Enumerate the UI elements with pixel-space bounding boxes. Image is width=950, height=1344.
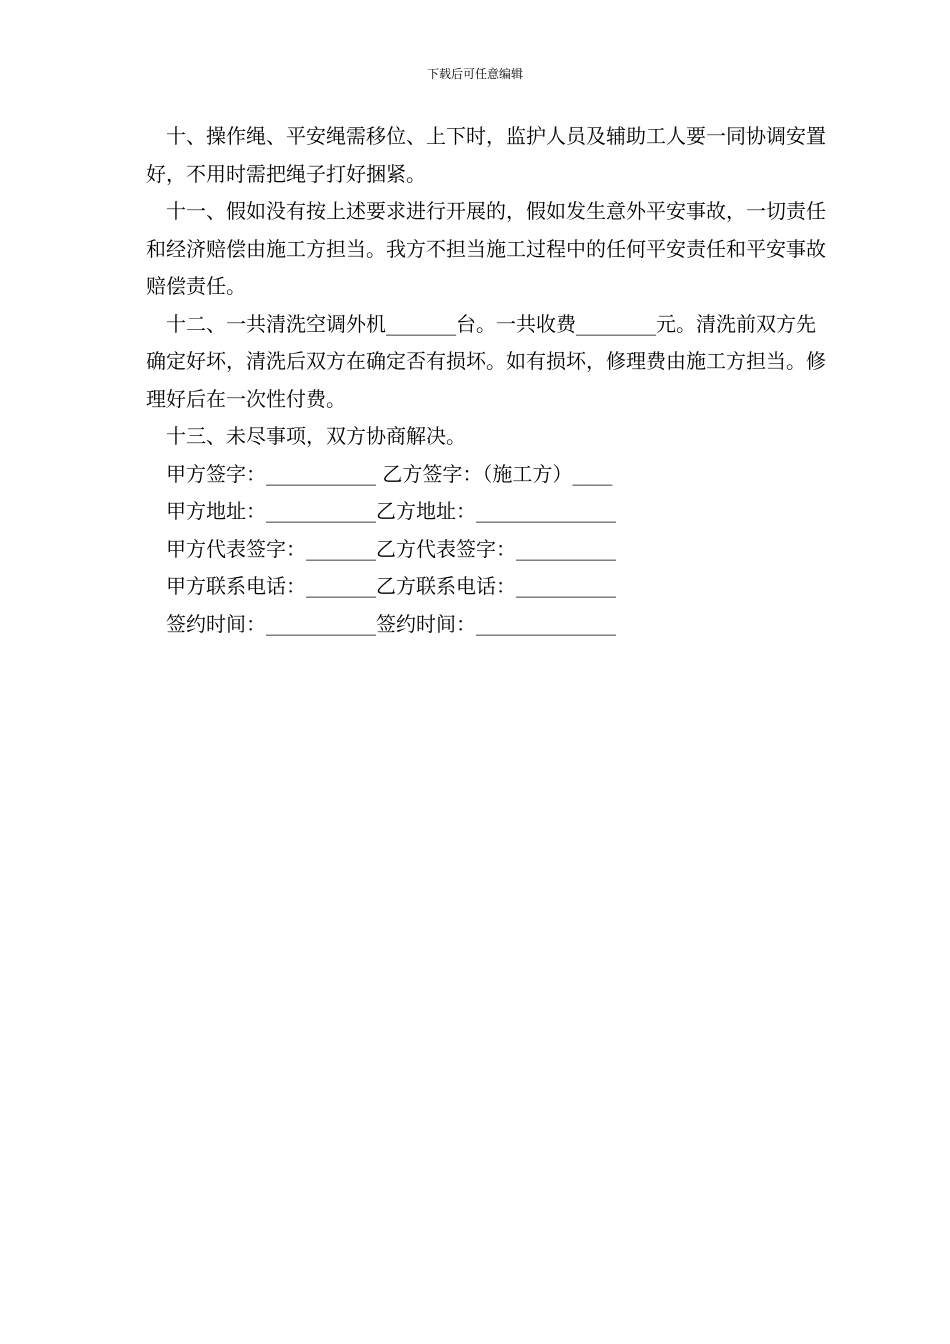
signature-row-date: 签约时间：___________签约时间：______________	[166, 611, 616, 636]
clause-13: 十三、未尽事项，双方协商解决。	[166, 424, 466, 448]
signature-row-address: 甲方地址：___________乙方地址：______________	[166, 499, 616, 523]
signature-row-phone: 甲方联系电话：_______乙方联系电话：__________	[166, 574, 616, 598]
signature-row-representative: 甲方代表签字：_______乙方代表签字：__________	[166, 536, 616, 561]
document-body	[146, 118, 826, 643]
clause-11: 十一、假如没有按上述要求进行开展的，假如发生意外平安事故，一切责任和经济赔偿由施工方担当。我方不担当施工过程中的任何平安责任和平安事故赔偿责任。	[146, 199, 826, 298]
clause-10: 十、操作绳、平安绳需移位、上下时，监护人员及辅助工人要一同协调安置好，不用时需把绳子打好捆紧。	[146, 124, 826, 186]
clause-12: 十二、一共清洗空调外机_______台。一共收费________元。清洗前双方先确定好坏，清洗后双方在确定否有损坏。如有损坏，修理费由施工方担当。修理好后在一次性付费。	[146, 311, 826, 411]
page-header: 下载后可任意编辑	[426, 67, 523, 81]
signature-row-names: 甲方签字：___________ 乙方签字：（施工方）____	[166, 461, 613, 486]
signature-block	[146, 456, 826, 644]
